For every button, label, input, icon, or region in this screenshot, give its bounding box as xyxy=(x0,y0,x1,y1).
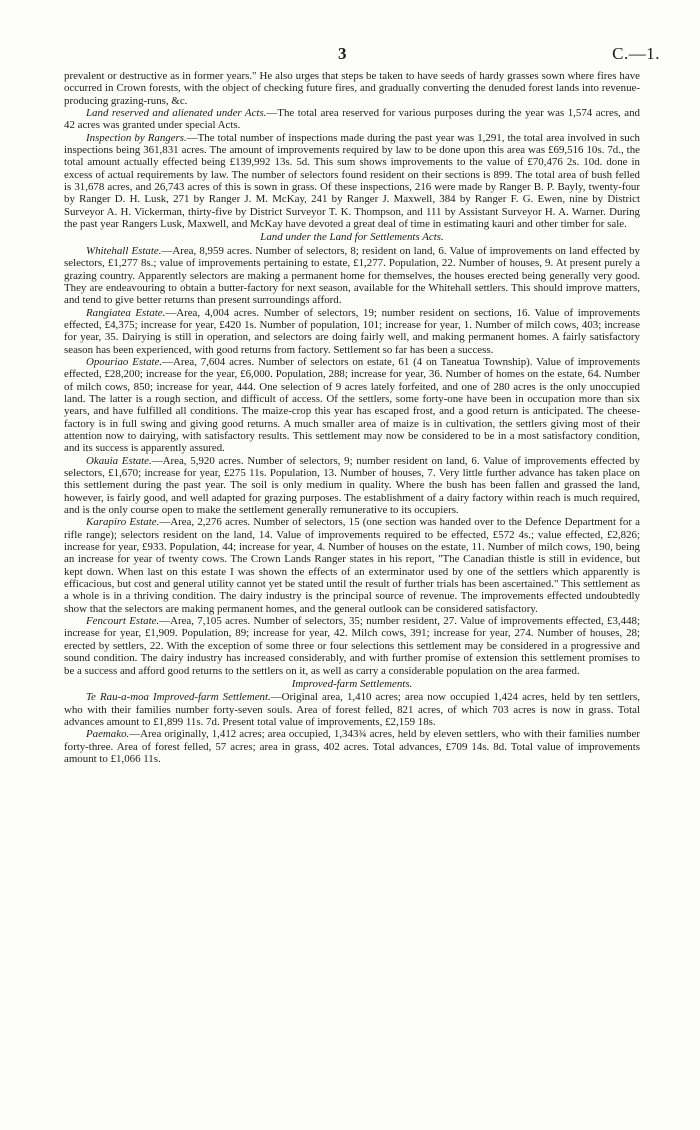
paragraph-fencourt-estate xyxy=(64,615,640,677)
paragraph-lead: Paemako. xyxy=(86,728,130,741)
paragraph-lead: Te Rau-a-moa Improved-farm Settlement. xyxy=(86,691,271,704)
page-number: 3 xyxy=(338,44,347,63)
paragraph-inspection-by-rangers xyxy=(64,132,640,231)
paragraph-rangiatea-estate xyxy=(64,307,640,356)
paragraph-lead: Inspection by Rangers. xyxy=(86,131,187,144)
paragraph-text: —Area, 2,276 acres. Number of selectors, 15 (one section was handed over to the Defence Department for a rifle range); selectors resident on the land, 14. Value of improvements required to be effected, £572 4s.; value effected, £2,826; increase for year, £933. Population, 44; increase for year, 4. Number of houses on the estate, 11. Number of milch cows, 190, being an increase for year of twenty cows. The Crown Lands Ranger states in his report, "The Canadian thistle is still in evidence, but kept down. When last on this estate I was shown the effects of an exterminator used by one of the settlers which apparently is efficacious, but cost and general utility cannot yet be stated until the result of further trials has been ascertained." This settlement as a whole is in a thriving condition. The dairy industry is the principal source of revenue. The improvements effected undoubtedly show that the selectors are making permanent homes, and the general outlook can be considered satisfactory. xyxy=(64,516,641,615)
paragraph-text: —The total number of inspections made during the past year was 1,291, the total area involved in such inspections being 361,831 acres. The amount of improvements required by law to be done upon this area was £69,516 10s. 7d., the total amount actually effected being £139,992 13s. 5d. This sum shows improvements to the value of £70,476 2s. 10d. done in excess of actual requirements by law. The number of selectors found resident on their sections is 899. The total area of bush felled is 31,678 acres, and 26,743 acres of this is sown in grass. Of these inspections, 216 were made by Ranger B. P. Bayly, twenty-four by Ranger D. H. Lusk, 271 by Ranger J. M. McKay, 241 by Ranger J. Maxwell, 384 by Ranger F. G. Ewen, nine by District Surveyor A. H. Vickerman, thirty-five by District Surveyor T. K. Thompson, and 111 by Assistant Surveyor H. A. Warner. During the past year Rangers Lusk, Maxwell, and McKay have devoted a great deal of time in estimating kauri and other timber for sale. xyxy=(64,131,640,231)
paragraph-text: —Area, 8,959 acres. Number of selectors, 8; resident on land, 6. Value of improvements on land effected by selectors, £1,277 8s.; value of improvements pertaining to estate, £1,277. Population, 22. Number of houses, 9. At present purely a grazing country. Apparently selectors are making a permanent home for themselves, the houses erected being generally very good. They are endeavouring to obtain a butter-factory for next season, available for the Whitehall settlers. This should improve matters, and tend to give better returns than present surroundings afford. xyxy=(64,244,640,307)
document-body xyxy=(64,70,640,765)
paragraph-lead: Rangiatea Estate. xyxy=(86,306,166,319)
document-reference: C.—1. xyxy=(612,44,660,63)
paragraph-text: —Area, 5,920 acres. Number of selectors, 9; number resident on land, 6. Value of improvements effected by selectors, £1,670; increase for year, £275 11s. Population, 13. Number of houses, 7. Very little further advance has taken place on this settlement during the past year. The soil is only medium in quality. Where the bush has been fallen and grassed the land, however, is fairly good, and well adapted for grazing purposes. The establishment of a dairy factory within reach is much required, and is the only course open to make the settlement generally remunerative to its occupiers. xyxy=(64,454,640,517)
paragraph-paemako xyxy=(64,728,640,765)
paragraph-opouriao-estate xyxy=(64,356,640,455)
paragraph-lead: Opouriao Estate. xyxy=(86,355,163,368)
paragraph-land-reserved xyxy=(64,107,640,132)
paragraph-lead: Okauia Estate. xyxy=(86,454,152,467)
paragraph-text: —The total area reserved for various purposes during the year was 1,574 acres, and 42 acres was granted under special Acts. xyxy=(64,107,640,132)
paragraph-lead: Whitehall Estate. xyxy=(86,244,162,257)
paragraph-te-rau-a-moa xyxy=(64,691,640,728)
section-heading-land-for-settlements: Land under the Land for Settlements Acts. xyxy=(260,231,444,244)
section-heading-improved-farm: Improved-farm Settlements. xyxy=(291,677,413,690)
paragraph-text: —Area, 7,105 acres. Number of selectors, 35; number resident, 27. Value of improvements effected, £3,448; increase for year, £1,909. Population, 89; increase for year, 42. Milch cows, 391; increase for year, 274. Number of houses, 28; erected by settlers, 22. With the exception of some three or four selections this settlement may be considered in a progressive and sound condition. The dairy industry has increased considerably, and with further promise of extension this settlement promises to be a success and afford good returns to the settlers on it, as well as carry a considerable population on the area farmed. xyxy=(64,615,640,677)
paragraph-okauia-estate xyxy=(64,455,640,517)
paragraph-text: —Area, 4,004 acres. Number of selectors, 19; number resident on sections, 16. Value of improvements effected, £4,375; increase for year, £420 1s. Number of population, 101; increase for year, 1. Number of milch cows, 403; increase for year, 35. Dairying is still in operation, and selectors are doing fairly well, and making permanent homes. A fairly satisfactory season has been experienced, with good returns from factory. Settlement so far has been a success. xyxy=(64,306,641,356)
paragraph-lead: Land reserved and alienated under Acts. xyxy=(86,107,267,120)
paragraph-text: —Original area, 1,410 acres; area now occupied 1,424 acres, held by ten settlers, who with their families number forty-seven souls. Area of forest felled, 821 acres, of which 703 acres is now in grass. Total advances amount to £1,899 11s. 7d. Present total value of improvements, £2,159 18s. xyxy=(64,691,641,728)
paragraph-continuation xyxy=(64,70,640,107)
paragraph-lead: Karapiro Estate. xyxy=(86,516,160,529)
paragraph-text: prevalent or destructive as in former years." He also urges that steps be taken to have seeds of hardy grasses sown where fires have occurred in Crown forests, with the object of checking future fires, and gradually converting the denuded forest lands into revenue-producing grazing-runs, &c. xyxy=(64,70,640,107)
paragraph-whitehall-estate xyxy=(64,245,640,307)
page-header xyxy=(0,44,700,64)
paragraph-text: —Area, 7,604 acres. Number of selectors on estate, 61 (4 on Taneatua Township). Value of improvements effected, £28,200; increase for the year, £6,000. Population, 288; increase for year, 36. Number of homes on the estate, 64. Number of milch cows, 850; increase for year, 444. One selection of 9 acres lately forfeited, and one of 280 acres is the only unoccupied land. The latter is a rough section, and difficult of access. Of the settlers, some forty-one have been in occupation more than six years, and have fulfilled all conditions. The maize-crop this year has escaped frost, and a good return is anticipated. The cheese-factory is in full swing and giving good returns. A much smaller area of maize is in cultivation, the settlers giving most of their attention now to dairying, with satisfactory results. This settlement may now be considered to be in a most satisfactory condition, and its success is apparently assured. xyxy=(64,355,640,455)
paragraph-text: —Area originally, 1,412 acres; area occupied, 1,343¾ acres, held by eleven settlers, who with their families number forty-three. Area of forest felled, 57 acres; area in grass, 402 acres. Total advances, £709 14s. 8d. Total value of improvements amount to £1,066 11s. xyxy=(64,728,640,765)
paragraph-lead: Fencourt Estate. xyxy=(86,615,160,628)
paragraph-karapiro-estate xyxy=(64,516,640,615)
